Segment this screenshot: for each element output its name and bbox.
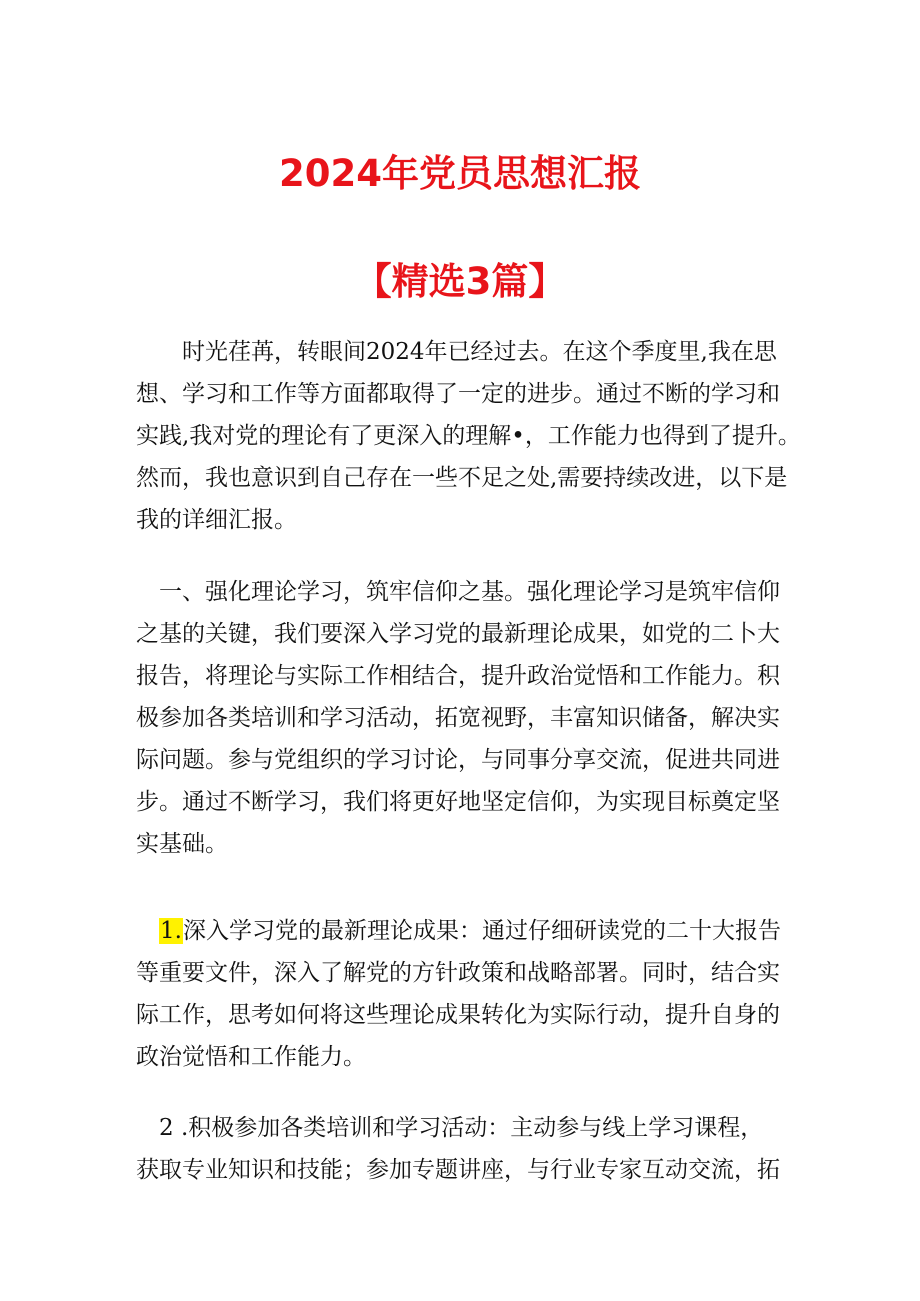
section-one-line: 之基的关键，我们要深入学习党的最新理论成果，如党的二卜大 <box>136 621 780 647</box>
section-one-paragraph <box>136 571 792 865</box>
section-one-line: 极参加各类培训和学习活动，拓宽视野，丰富知识储备，解决实 <box>136 705 780 731</box>
item-two-line: 2 .积极参加各类培训和学习活动：主动参与线上学习课程， <box>136 1115 764 1141</box>
item-one-first-line <box>136 910 792 952</box>
item-two-paragraph <box>136 1107 792 1191</box>
item-one-marker: 1. <box>160 918 182 944</box>
item-one-line: 政治觉悟和工作能力。 <box>136 1044 366 1070</box>
intro-line: 时光荏苒，转眼间2024年已经过去。在这个季度里,我在思 <box>136 339 777 365</box>
section-one-line: 际问题。参与党组织的学习讨论，与同事分享交流，促进共同进 <box>136 747 780 773</box>
item-one-paragraph <box>136 910 792 1078</box>
section-one-line: 实基础。 <box>136 831 228 857</box>
item-two-line: 获取专业知识和技能；参加专题讲座，与行业专家互动交流，拓 <box>136 1157 780 1183</box>
section-one-line: 报告，将理论与实际工作相结合，提升政治觉悟和工作能力。积 <box>136 663 780 689</box>
intro-line: 实践,我对党的理论有了更深入的理解•，工作能力也得到了提升。 <box>136 423 801 449</box>
intro-line: 我的详细汇报。 <box>136 507 297 533</box>
section-one-line: 步。通过不断学习，我们将更好地坚定信仰，为实现目标奠定坚 <box>136 789 780 815</box>
section-one-line: 一、强化理论学习，筑牢信仰之基。强化理论学习是筑牢信仰 <box>136 579 780 605</box>
item-one-first-text: 深入学习党的最新理论成果：通过仔细研读党的二十大报告 <box>182 918 781 944</box>
item-one-line: 际工作，思考如何将这些理论成果转化为实际行动，提升自身的 <box>136 1002 780 1028</box>
document-subtitle: 【精选3篇】 <box>354 260 566 303</box>
intro-line: 然而，我也意识到自己存在一些不足之处,需要持续改进，以下是 <box>136 465 788 491</box>
item-one-line: 等重要文件，深入了解党的方针政策和战略部署。同时，结合实 <box>136 960 780 986</box>
document-title: 2024年党员思想汇报 <box>279 152 641 195</box>
intro-line: 想、学习和工作等方面都取得了一定的进步。通过不断的学习和 <box>136 381 780 407</box>
intro-paragraph <box>136 331 801 541</box>
